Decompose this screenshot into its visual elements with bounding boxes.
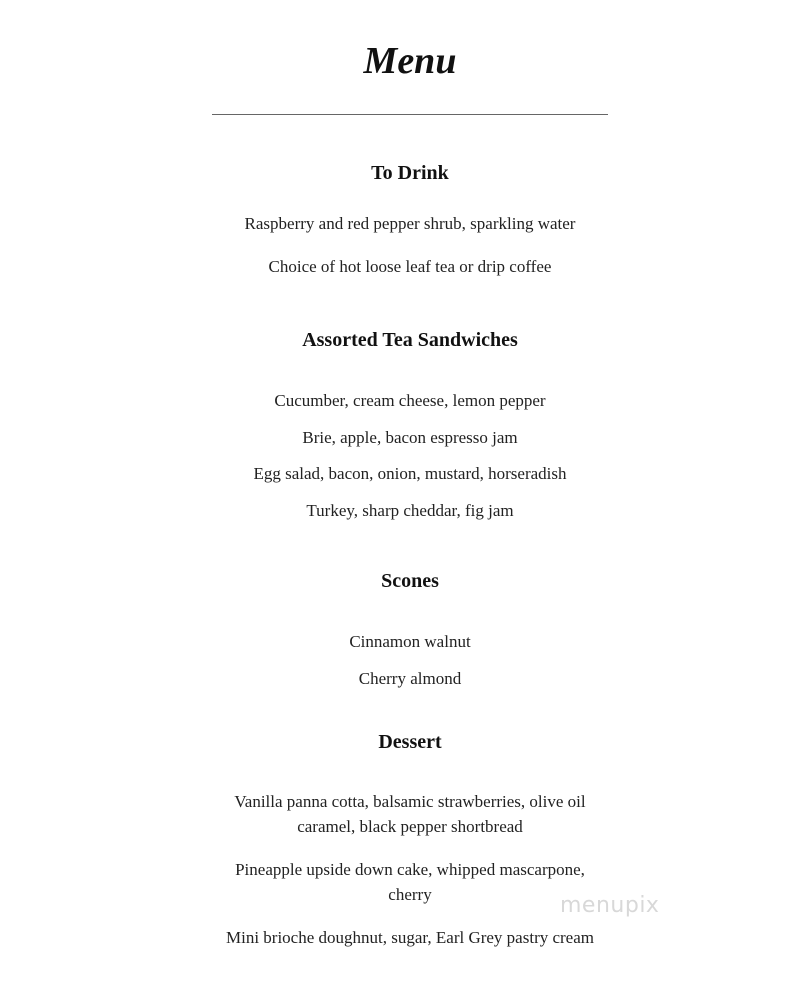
section-heading-scones: Scones <box>381 570 439 592</box>
menu-item-continued: caramel, black pepper shortbread <box>297 817 523 836</box>
title-divider <box>212 114 608 115</box>
menu-item: Vanilla panna cotta, balsamic strawberries, olive oil <box>234 792 586 811</box>
menu-item: Pineapple upside down cake, whipped mascarpone, <box>235 860 585 879</box>
watermark-logo: menupix <box>560 893 660 918</box>
section-heading-tea-sandwiches: Assorted Tea Sandwiches <box>302 329 518 351</box>
menu-item: Mini brioche doughnut, sugar, Earl Grey pastry cream <box>225 928 594 947</box>
menu-item: Cherry almond <box>358 669 462 688</box>
menu-item: Turkey, sharp cheddar, fig jam <box>306 501 514 520</box>
menu-item: Cinnamon walnut <box>349 632 471 651</box>
menu-item: Egg salad, bacon, onion, mustard, horseradish <box>253 464 567 483</box>
menu-item: Cucumber, cream cheese, lemon pepper <box>274 391 546 410</box>
menu-item: Raspberry and red pepper shrub, sparkling water <box>244 214 576 233</box>
menu-item: Choice of hot loose leaf tea or drip coffee <box>268 257 552 276</box>
section-heading-dessert: Dessert <box>378 731 442 753</box>
menu-item-continued: cherry <box>388 885 432 904</box>
menu-item: Brie, apple, bacon espresso jam <box>302 428 518 447</box>
menu-title: Menu <box>363 40 457 82</box>
section-heading-to-drink: To Drink <box>371 162 449 184</box>
